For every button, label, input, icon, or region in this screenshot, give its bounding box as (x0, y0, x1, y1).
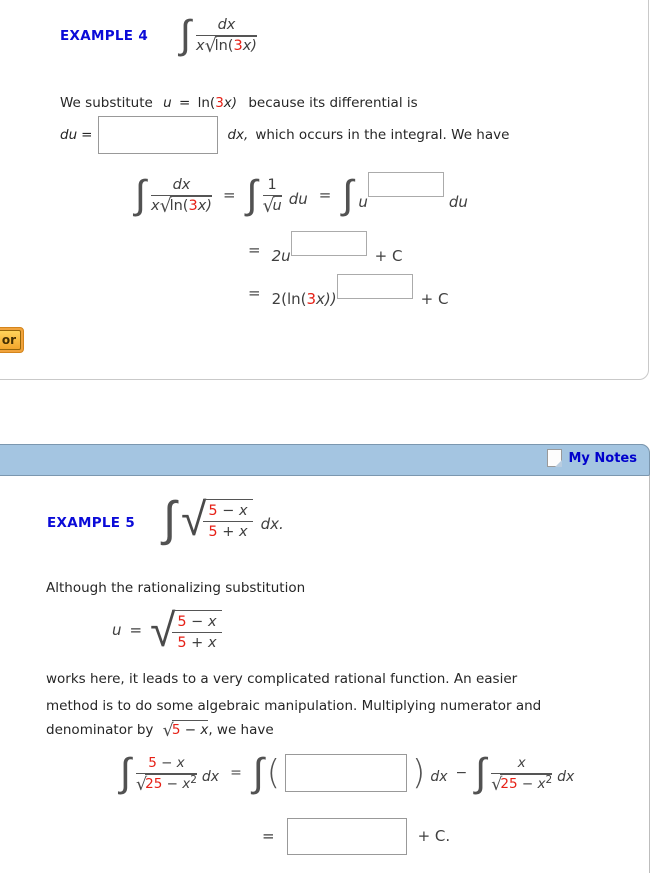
example5-title: EXAMPLE 5 (47, 515, 136, 531)
integral-sign-icon: ∫ (342, 172, 354, 218)
numerator: dx (196, 17, 257, 36)
example4-title: EXAMPLE 4 (60, 28, 149, 44)
note-page-icon (547, 449, 562, 467)
tutor-tab-button[interactable] (0, 327, 24, 353)
denominator: x√ln(3x) (195, 35, 257, 57)
my-notes-button[interactable] (547, 449, 637, 467)
paragraph-line-3: denominator by √5 − x, we have (46, 721, 274, 741)
although-text: Although the rationalizing substitution (46, 580, 306, 596)
integral-sign-icon: ∫ (475, 750, 487, 796)
tutor-tab-label: or (0, 330, 21, 350)
fraction: $\frac{dx}{x√\ln(3x)}$ (150, 176, 212, 217)
radical-icon: √ (491, 774, 503, 795)
paragraph-line-1: works here, it leads to a very complicated rational function. An easier (46, 671, 518, 687)
example4-work-line-2: = 2u + C (248, 231, 402, 265)
fraction: $\frac{x}{√25 - x^2}$ (491, 754, 553, 795)
integrand-answer-box[interactable] (285, 754, 407, 792)
du-answer-box[interactable] (98, 116, 218, 154)
paragraph-line-2: method is to do some algebraic manipulation. Multiplying numerator and (46, 698, 542, 714)
example5-work-line: ∫ $\frac{5 - x}{√25 - x^2}$ dx = ∫ ( ) dx − ∫ $\frac{x}{√25 - x^2}$ dx (120, 750, 575, 796)
radical-icon: √ (135, 774, 148, 795)
fraction: $\frac{5 - x}{5 + x}$ (203, 499, 252, 540)
closed-form: 2(ln(3x)) (271, 290, 337, 308)
fraction: $\frac{5 - x}{5 + x}$ (172, 610, 221, 651)
radical-icon: √ (159, 195, 172, 217)
fraction (195, 16, 257, 57)
integral-sign-icon: ∫ (246, 172, 258, 218)
my-notes-label: My Notes (568, 450, 637, 466)
fraction: $\frac{5 - x}{√25 - x^2}$ (135, 754, 197, 795)
example4-integral-figure (180, 6, 257, 64)
integral-sign-icon: ∫ (135, 172, 146, 218)
example4-work-line-1: ∫ $\frac{dx}{x√\ln(3x)}$ = ∫ $\frac{1}{√u}$ du = ∫ u du (135, 172, 468, 218)
integral-sign-icon: ∫ (120, 750, 131, 796)
exponent-answer-box[interactable] (337, 274, 413, 299)
substitution-figure: u = √ $\frac{5 - x}{5 + x}$ (112, 602, 222, 658)
integral-sign-icon: ∫ (163, 491, 177, 547)
exponent-answer-box[interactable] (368, 172, 444, 197)
example4-intro-text: We substitute u = ln(3x) because its differential is (60, 95, 418, 111)
radical-icon: √ (262, 195, 275, 217)
final-answer-box[interactable] (287, 818, 407, 855)
integral-sign-icon: ∫ (252, 750, 264, 796)
du-equation-line: du = dx, which occurs in the integral. We have (60, 115, 509, 155)
radicand: ln(3x) (214, 37, 257, 54)
fraction: $\frac{1}{√u}$ (262, 176, 282, 217)
integral-sign-icon: ∫ (180, 12, 191, 58)
example5-final-line: = + C. (262, 816, 450, 856)
notes-header-bar (0, 444, 650, 476)
example5-card (0, 444, 650, 873)
radical-icon: √ (162, 721, 174, 741)
radical-icon: √ (204, 35, 217, 57)
example4-work-line-3: = 2(ln(3x)) + C (248, 274, 448, 308)
exponent-answer-box[interactable] (291, 231, 367, 256)
example5-integral-figure: ∫ √ $\frac{5 - x}{5 + x}$ dx. (163, 491, 284, 547)
